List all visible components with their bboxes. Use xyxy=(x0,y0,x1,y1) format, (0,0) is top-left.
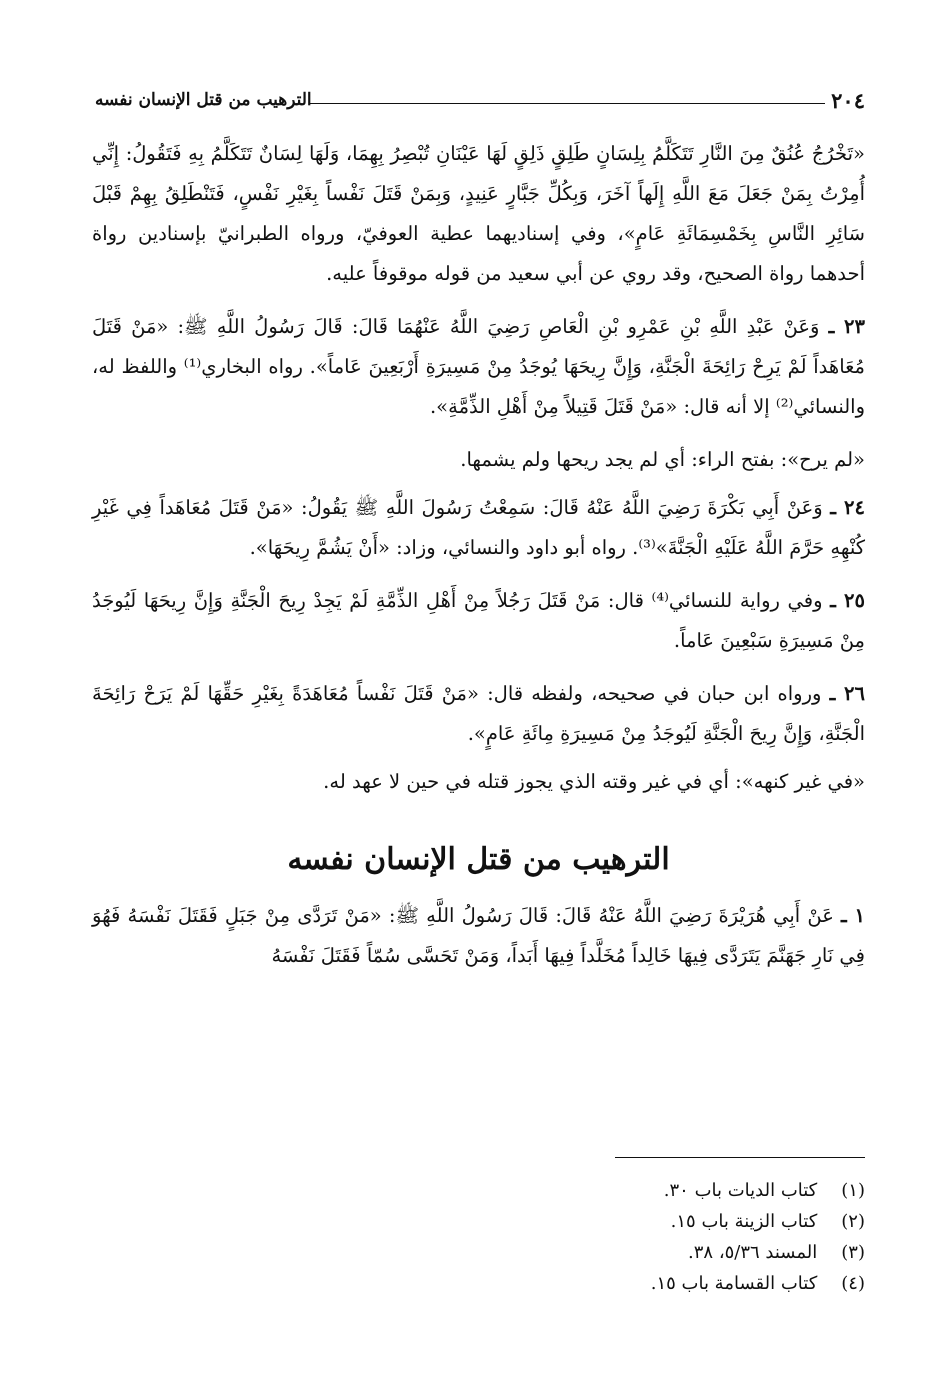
paragraph-text: «في غير كنهه»: أي في غير وقته الذي يجوز قتله في حين لا عهد له. xyxy=(323,770,865,793)
hadith-24 xyxy=(92,488,865,568)
footnote xyxy=(465,1175,865,1206)
paragraph-continuation xyxy=(92,134,865,294)
hadith-number: ٢٣ ـ xyxy=(828,315,865,338)
footnote-mark: (١) xyxy=(841,1180,865,1201)
paragraph-text: عَنْ أَبِي هُرَيْرَةَ رَضِيَ اللَّهُ عَنْهُ قَالَ: قَالَ رَسُولُ اللَّهِ ﷺ: «مَنْ تَرَدَّى مِنْ جَبَلٍ فَقَتَلَ نَفْسَهُ فَهُوَ فِي نَارِ جَهَنَّمَ يَتَرَدَّى فِيهَا خَالِداً مُخَلَّداً فِيهَا أَبَداً، وَمَنْ تَحَسَّى سُمّاً فَقَتَلَ نَفْسَهُ xyxy=(92,904,865,967)
paragraph-text: وفي رواية للنسائي⁽⁴⁾ قال: مَنْ قَتَلَ رَجُلاً مِنْ أَهْلِ الذِّمَّةِ لَمْ يَجِدْ رِيحَ الْجَنَّةِ وَإِنَّ رِيحَهَا لَيُوجَدُ مِنْ مَسِيرَةِ سَبْعِينَ عَاماً. xyxy=(92,589,865,652)
paragraph-text: «تَخْرُجُ عُنُقٌ مِنَ النَّارِ تَتَكَلَّمُ بِلِسَانٍ طَلِقٍ ذَلِقٍ لَهَا عَيْنَانِ تُبْصِرُ بِهِمَا، وَلَهَا لِسَانٌ تَتَكَلَّمُ بِهِ فَتَقُولُ: إِنِّي أُمِرْتُ بِمَنْ جَعَلَ مَعَ اللَّهِ إِلَهاً آخَرَ، وَبِكُلِّ جَبَّارٍ عَنِيدٍ، وَبِمَنْ قَتَلَ نَفْساً بِغَيْرِ نَفْسٍ، فَتَنْطَلِقُ بِهِمْ قَبْلَ سَائِرِ النَّاسِ بِخَمْسِمَائَةِ عَامٍ»، وفي إسناديهما عطية العوفيّ، ورواه الطبرانيّ بإسنادين رواة أحدهما رواة الصحيح، وقد روي عن أبي سعيد من قوله موقوفاً عليه. xyxy=(92,142,866,285)
footnote xyxy=(465,1206,865,1237)
paragraph-text: وَعَنْ عَبْدِ اللَّهِ بْنِ عَمْرِو بْنِ الْعَاصِ رَضِيَ اللَّهُ عَنْهُمَا قَالَ: قَالَ رَسُولُ اللَّهِ ﷺ: «مَنْ قَتَلَ مُعَاهَداً لَمْ يَرِحْ رَائِحَةَ الْجَنَّةِ، وَإِنَّ رِيحَهَا يُوجَدُ مِنْ مَسِيرَةِ أَرْبَعِينَ عَاماً». رواه البخاري⁽¹⁾ واللفظ له، والنسائي⁽²⁾ إلا أنه قال: «مَنْ قَتَلَ قَتِيلاً مِنْ أَهْلِ الذِّمَّةِ». xyxy=(92,315,865,418)
paragraph-text: وَعَنْ أَبِي بَكْرَةَ رَضِيَ اللَّهُ عَنْهُ قَالَ: سَمِعْتُ رَسُولَ اللَّهِ ﷺ يَقُولُ: «مَنْ قَتَلَ مُعَاهَداً فِي غَيْرِ كُنْهِهِ حَرَّمَ اللَّهُ عَلَيْهِ الْجَنَّةَ»⁽³⁾. رواه أبو داود والنسائي، وزاد: «أَنْ يَشُمَّ رِيحَهَا». xyxy=(92,496,865,559)
paragraph-text: ورواه ابن حبان في صحيحه، ولفظه قال: «مَنْ قَتَلَ نَفْساً مُعَاهَدَةً بِغَيْرِ حَقِّهَا لَمْ يَرَحْ رَائِحَةَ الْجَنَّةِ، وَإِنَّ رِيحَ الْجَنَّةِ لَيُوجَدُ مِنْ مَسِيرَةِ مِائَةِ عَامٍ». xyxy=(92,682,865,745)
gloss-kunhihi xyxy=(92,762,865,802)
hadith-number: ٢٥ ـ xyxy=(830,589,865,612)
footnote-text: المسند ٥/٣٦، ٣٨. xyxy=(688,1242,818,1263)
section-hadith-1 xyxy=(92,896,865,976)
running-title: الترهيب من قتل الإنسان نفسه xyxy=(95,90,312,110)
footnote-rule xyxy=(615,1157,865,1158)
main-text xyxy=(92,134,865,989)
page-number: ٢٠٤ xyxy=(831,88,865,113)
gloss-lam-yarih xyxy=(92,440,865,480)
footnote-mark: (٤) xyxy=(841,1273,865,1294)
footnote-mark: (٣) xyxy=(841,1242,865,1263)
footnote-mark: (٢) xyxy=(841,1211,865,1232)
hadith-26 xyxy=(92,674,865,754)
footnote-text: كتاب القسامة باب ١٥. xyxy=(650,1273,818,1294)
hadith-23 xyxy=(92,307,865,427)
hadith-number: ٢٤ ـ xyxy=(830,496,865,519)
hadith-number: ١ ـ xyxy=(841,904,865,927)
hadith-25 xyxy=(92,581,865,661)
running-header xyxy=(95,86,865,118)
footnote xyxy=(465,1237,865,1268)
footnote-text: كتاب الزينة باب ١٥. xyxy=(670,1211,818,1232)
footnotes xyxy=(465,1175,865,1299)
footnote-text: كتاب الديات باب ٣٠. xyxy=(663,1180,818,1201)
header-rule xyxy=(310,103,825,104)
section-heading: الترهيب من قتل الإنسان نفسه xyxy=(287,842,670,877)
hadith-number: ٢٦ ـ xyxy=(829,682,865,705)
footnote xyxy=(465,1268,865,1299)
paragraph-text: «لم يرح»: بفتح الراء: أي لم يجد ريحها ولم يشمها. xyxy=(460,448,865,471)
